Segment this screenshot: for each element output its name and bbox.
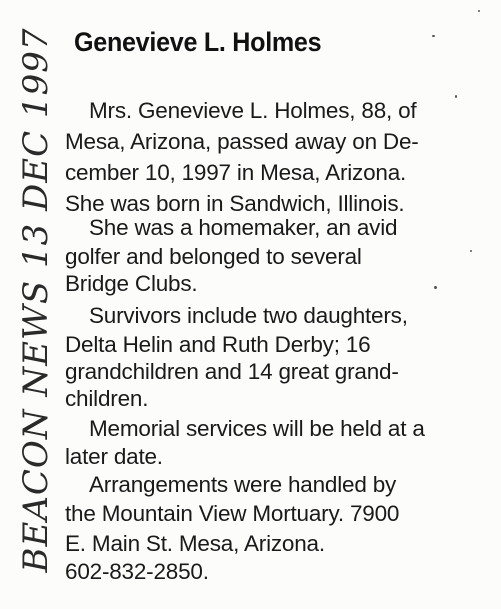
- obituary-line-7: Bridge Clubs.: [65, 271, 198, 296]
- print-speck: [432, 35, 435, 37]
- print-speck: [470, 250, 472, 252]
- obituary-line-6: golfer and belonged to several: [65, 244, 362, 269]
- obituary-line-13: later date.: [65, 444, 163, 469]
- obituary-line-3: cember 10, 1997 in Mesa, Arizona.: [65, 160, 407, 185]
- handwritten-source-note: BEACON NEWS 13 DEC 1997: [16, 27, 56, 573]
- obituary-line-8: Survivors include two daughters,: [89, 303, 408, 328]
- obituary-line-17: 602-832-2850.: [65, 559, 209, 584]
- obituary-line-9: Delta Helin and Ruth Derby; 16: [65, 332, 371, 357]
- obituary-line-14: Arrangements were handled by: [89, 472, 397, 497]
- obituary-line-10: grandchildren and 14 great grand-: [65, 359, 399, 384]
- obituary-line-15: the Mountain View Mortuary. 7900: [65, 501, 400, 526]
- obituary-line-1: Mrs. Genevieve L. Holmes, 88, of: [89, 98, 417, 123]
- print-speck: [434, 286, 437, 289]
- obituary-title: Genevieve L. Holmes: [74, 27, 322, 57]
- obituary-line-2: Mesa, Arizona, passed away on De-: [65, 129, 419, 154]
- obituary-line-16: E. Main St. Mesa, Arizona.: [65, 531, 325, 556]
- obituary-line-11: children.: [65, 386, 149, 411]
- obituary-line-5: She was a homemaker, an avid: [89, 215, 398, 240]
- obituary-line-12: Memorial services will be held at a: [89, 416, 425, 441]
- obituary-line-4: She was born in Sandwich, Illinois.: [65, 191, 405, 216]
- print-speck: [478, 10, 480, 12]
- print-speck: [455, 95, 457, 98]
